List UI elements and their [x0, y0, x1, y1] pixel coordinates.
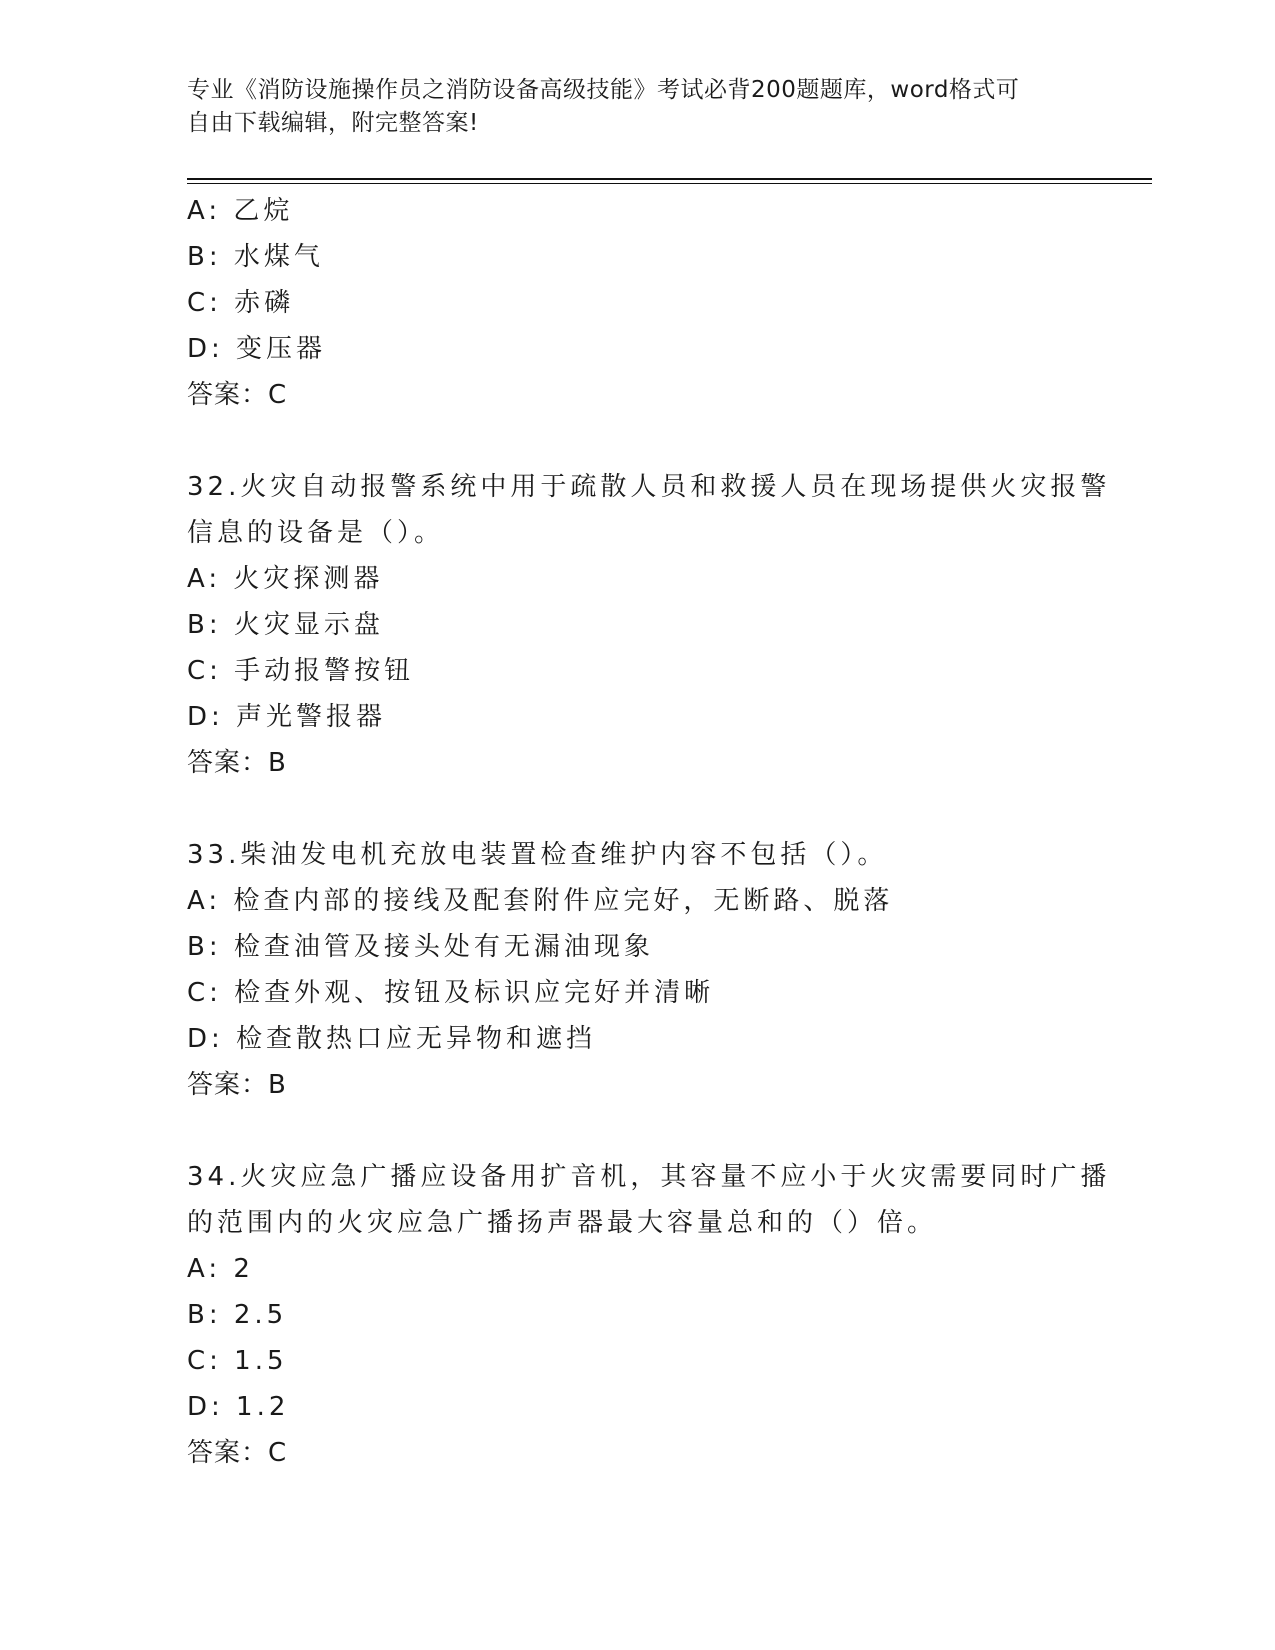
option-d: D: 1.2 — [187, 1392, 290, 1422]
option-d: D: 变压器 — [187, 334, 327, 364]
question-33 — [187, 832, 1107, 1108]
question-31 — [187, 188, 1107, 418]
option-a: A: 2 — [187, 1254, 254, 1284]
option-c: C: 手动报警按钮 — [187, 656, 415, 686]
option-b: B: 2.5 — [187, 1300, 288, 1330]
option-b: B: 检查油管及接头处有无漏油现象 — [187, 932, 654, 962]
option-a: A: 火灾探测器 — [187, 564, 384, 594]
header-title-line-1: 专业《消防设施操作员之消防设备高级技能》考试必背200题题库，word格式可 — [187, 77, 1020, 103]
question-stem-line-1: 32.火灾自动报警系统中用于疏散人员和救援人员在现场提供火灾报警 — [187, 472, 1111, 502]
document-header — [187, 74, 1067, 140]
answer: 答案：C — [187, 1438, 288, 1468]
option-a: A: 乙烷 — [187, 196, 294, 226]
question-stem-line-2: 信息的设备是（）。 — [187, 518, 445, 548]
option-d: D: 检查散热口应无异物和遮挡 — [187, 1024, 597, 1054]
question-stem-line-1: 34.火灾应急广播应设备用扩音机，其容量不应小于火灾需要同时广播 — [187, 1162, 1111, 1192]
question-32 — [187, 464, 1111, 786]
option-b: B: 火灾显示盘 — [187, 610, 384, 640]
header-rule-thin — [187, 183, 1152, 184]
header-rule-thick — [187, 178, 1152, 180]
question-stem-line-2: 的范围内的火灾应急广播扬声器最大容量总和的（）倍。 — [187, 1208, 938, 1238]
question-34 — [187, 1154, 1111, 1476]
answer: 答案：C — [187, 380, 288, 410]
answer: 答案：B — [187, 748, 287, 778]
option-c: C: 赤磷 — [187, 288, 295, 318]
header-title-line-2: 自由下载编辑，附完整答案! — [187, 110, 479, 136]
question-stem-line-1: 33.柴油发电机充放电装置检查维护内容不包括（）。 — [187, 840, 888, 870]
answer: 答案：B — [187, 1070, 287, 1100]
option-c: C: 检查外观、按钮及标识应完好并清晰 — [187, 978, 715, 1008]
document-body — [187, 188, 1111, 1476]
option-a: A: 检查内部的接线及配套附件应完好，无断路、脱落 — [187, 886, 894, 916]
option-d: D: 声光警报器 — [187, 702, 387, 732]
option-c: C: 1.5 — [187, 1346, 288, 1376]
option-b: B: 水煤气 — [187, 242, 324, 272]
